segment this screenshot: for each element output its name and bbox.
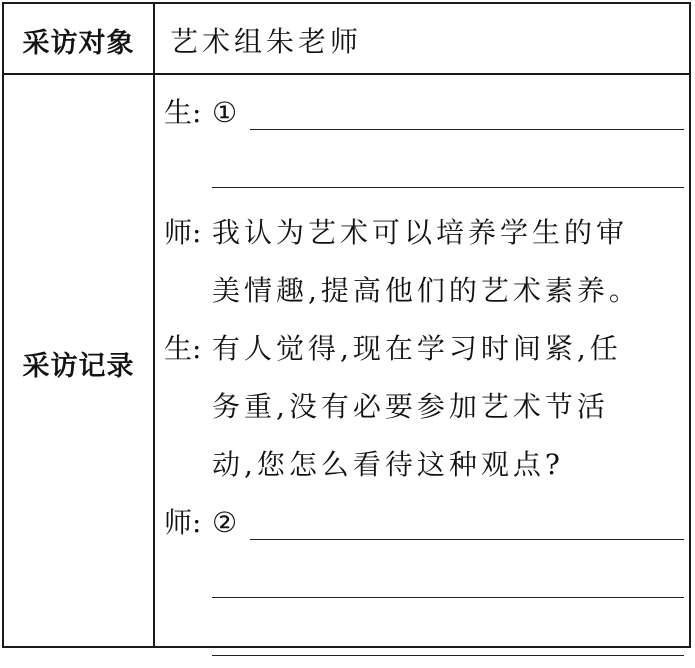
speaker-label: 生 : bbox=[164, 320, 208, 378]
speaker-label: 师 : bbox=[164, 494, 208, 552]
entry-teacher-blank-2 bbox=[164, 494, 684, 552]
entry-teacher-blank-2-continued bbox=[164, 552, 684, 610]
subject-value: 艺术组朱老师 bbox=[170, 25, 363, 58]
answer-line[interactable] bbox=[212, 655, 684, 656]
row-divider bbox=[4, 73, 689, 75]
interview-table bbox=[2, 2, 691, 648]
blank-marker-1: ① bbox=[212, 96, 238, 129]
record-content bbox=[164, 84, 684, 668]
record-label: 采访记录 bbox=[22, 351, 135, 382]
answer-line[interactable] bbox=[250, 129, 684, 130]
blank-marker-2: ② bbox=[212, 506, 238, 539]
answer-line[interactable] bbox=[212, 187, 684, 188]
statement-line: 我认为艺术可以培养学生的审 bbox=[212, 216, 629, 249]
answer-line[interactable] bbox=[212, 597, 684, 598]
speaker-label: 师 : bbox=[164, 204, 208, 262]
subject-label: 采访对象 bbox=[22, 28, 135, 59]
entry-teacher-statement bbox=[164, 204, 684, 320]
entry-student-blank-1-continued bbox=[164, 142, 684, 200]
question-line: 有人觉得,现在学习时间紧,任 bbox=[212, 332, 622, 365]
question-line: 动,您怎么看待这种观点? bbox=[212, 448, 564, 481]
speaker-label: 生 : bbox=[164, 84, 208, 142]
statement-line: 美情趣,提高他们的艺术素养。 bbox=[212, 274, 641, 307]
column-divider bbox=[153, 4, 155, 646]
question-line: 务重,没有必要参加艺术节活 bbox=[212, 390, 609, 423]
entry-student-blank-1 bbox=[164, 84, 684, 142]
answer-line[interactable] bbox=[250, 539, 684, 540]
entry-teacher-blank-2-continued bbox=[164, 610, 684, 668]
entry-student-question bbox=[164, 320, 684, 494]
